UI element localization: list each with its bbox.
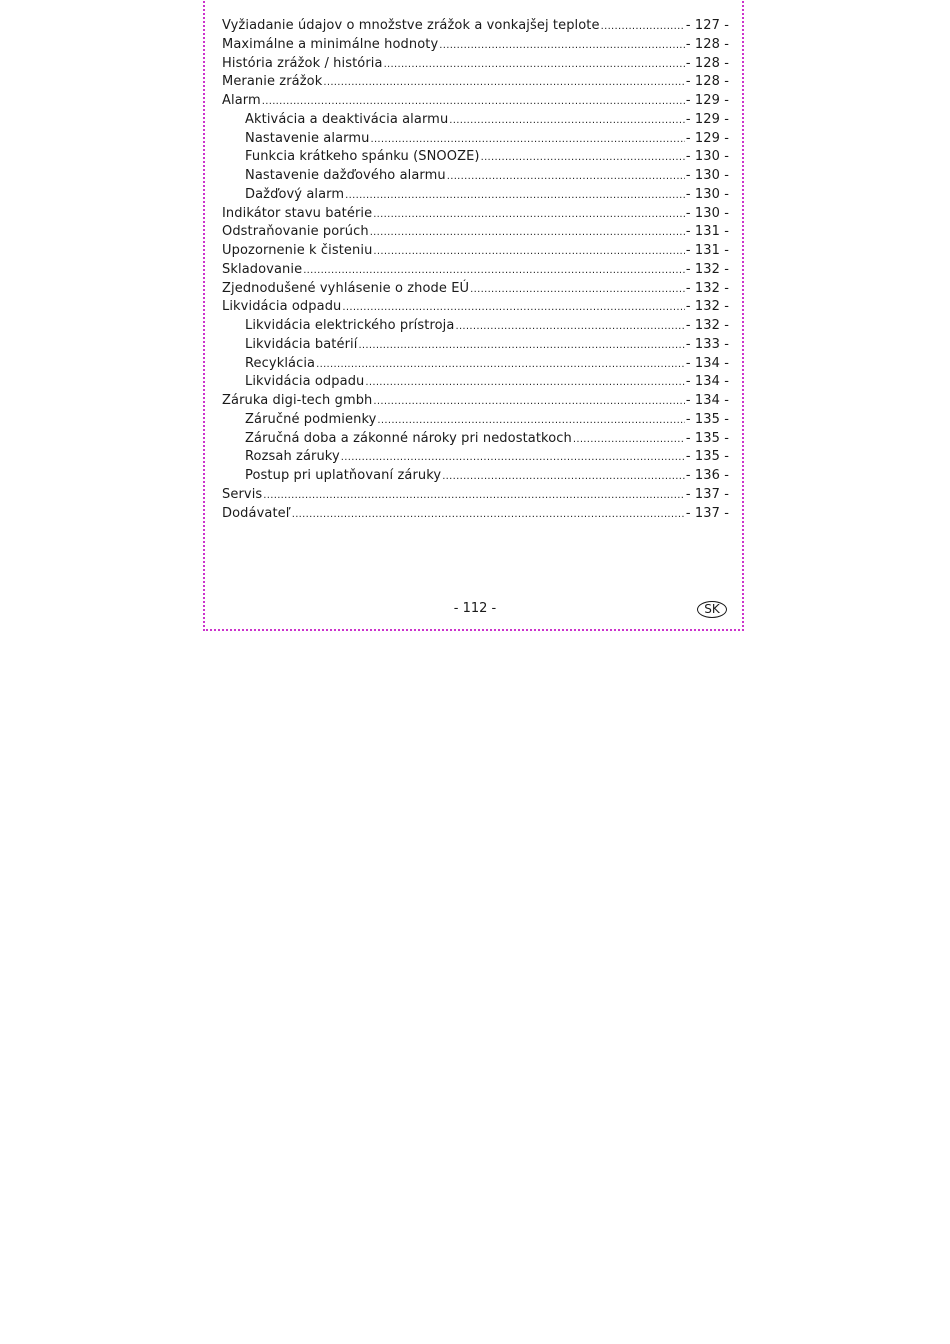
toc-leader-dots — [262, 96, 685, 107]
toc-entry[interactable] — [222, 337, 729, 356]
toc-entry-title: Odstraňovanie porúch — [222, 224, 369, 240]
toc-leader-dots — [323, 77, 684, 88]
toc-entry-title: Likvidácia batérií — [245, 336, 358, 352]
toc-entry-title: Meranie zrážok — [222, 74, 323, 90]
toc-entry[interactable] — [222, 74, 729, 93]
toc-entry-page: - 129 - — [685, 93, 729, 108]
toc-entry[interactable] — [222, 449, 729, 468]
toc-entry[interactable] — [222, 37, 729, 56]
toc-leader-dots — [358, 340, 684, 351]
toc-entry-title: Záručné podmienky — [245, 411, 377, 427]
toc-entry[interactable] — [222, 262, 729, 281]
toc-entry-page: - 127 - — [685, 18, 729, 33]
toc-leader-dots — [449, 115, 685, 126]
toc-entry[interactable] — [222, 412, 729, 431]
toc-leader-dots — [439, 40, 685, 51]
toc-entry-page: - 130 - — [685, 186, 729, 202]
toc-entry[interactable] — [222, 468, 729, 487]
page-number: - 112 - — [453, 601, 497, 616]
toc-entry[interactable] — [222, 393, 729, 412]
toc-entry-page: - 130 - — [685, 168, 729, 183]
toc-leader-dots — [370, 227, 685, 238]
toc-entry-page: - 130 - — [685, 205, 729, 221]
toc-entry[interactable] — [222, 18, 729, 37]
toc-entry-page: - 132 - — [685, 299, 729, 315]
toc-entry-title: Maximálne a minimálne hodnoty — [222, 36, 439, 52]
toc-entry[interactable] — [222, 299, 729, 318]
toc-entry-page: - 134 - — [685, 374, 729, 390]
toc-entry-title: Postup pri uplatňovaní záruky — [245, 468, 442, 483]
toc-entry-title: Likvidácia elektrického prístroja — [245, 318, 455, 333]
toc-leader-dots — [481, 152, 685, 163]
toc-entry-page: - 128 - — [685, 55, 729, 71]
toc-leader-dots — [470, 284, 685, 295]
toc-entry[interactable] — [222, 374, 729, 393]
toc-entry-page: - 130 - — [685, 149, 729, 165]
toc-leader-dots — [341, 452, 685, 463]
toc-entry-page: - 133 - — [685, 336, 729, 352]
toc-entry[interactable] — [222, 224, 729, 243]
toc-entry-title: Likvidácia odpadu — [222, 299, 342, 315]
toc-entry[interactable] — [222, 112, 729, 131]
toc-entry-title: Funkcia krátkeho spánku (SNOOZE) — [245, 149, 480, 165]
toc-entry-page: - 134 - — [685, 393, 729, 408]
toc-entry[interactable] — [222, 93, 729, 112]
toc-entry-title: Dodávateľ — [222, 505, 291, 521]
toc-entry-title: Recyklácia — [245, 355, 316, 371]
toc-entry-page: - 137 - — [685, 486, 729, 502]
toc-leader-dots — [442, 471, 685, 482]
toc-leader-dots — [370, 134, 684, 145]
toc-entry[interactable] — [222, 356, 729, 375]
toc-leader-dots — [601, 21, 685, 32]
toc-leader-dots — [292, 509, 685, 520]
toc-entry-page: - 132 - — [685, 261, 729, 277]
toc-entry-title: Záruka digi-tech gmbh — [222, 393, 373, 408]
toc-entry-title: Alarm — [222, 93, 261, 108]
toc-entry-title: Servis — [222, 486, 263, 502]
toc-leader-dots — [263, 490, 685, 501]
toc-entry[interactable] — [222, 56, 729, 75]
toc-entry[interactable] — [222, 506, 729, 525]
toc-entry[interactable] — [222, 149, 729, 168]
toc-entry-page: - 131 - — [685, 243, 729, 258]
toc-entry-title: História zrážok / história — [222, 55, 383, 71]
toc-entry-title: Vyžiadanie údajov o množstve zrážok a vonkajšej teplote — [222, 18, 600, 33]
toc-entry-title: Nastavenie alarmu — [245, 130, 370, 146]
toc-entry-page: - 135 - — [685, 430, 729, 446]
toc-entry-page: - 129 - — [685, 130, 729, 146]
toc-entry-page: - 135 - — [685, 411, 729, 427]
toc-leader-dots — [373, 209, 685, 220]
toc-entry-page: - 129 - — [685, 111, 729, 127]
toc-entry-page: - 132 - — [685, 318, 729, 333]
toc-leader-dots — [377, 415, 684, 426]
toc-leader-dots — [573, 434, 685, 445]
toc-entry-title: Nastavenie dažďového alarmu — [245, 168, 446, 183]
toc-entry[interactable] — [222, 243, 729, 262]
toc-entry-page: - 131 - — [685, 224, 729, 240]
toc-leader-dots — [373, 246, 684, 257]
toc-entry-page: - 128 - — [685, 36, 729, 52]
toc-entry-title: Skladovanie — [222, 261, 303, 277]
toc-leader-dots — [316, 359, 685, 370]
toc-leader-dots — [447, 171, 685, 182]
toc-entry[interactable] — [222, 206, 729, 225]
toc-leader-dots — [384, 59, 685, 70]
toc-entry-page: - 137 - — [685, 505, 729, 521]
toc-leader-dots — [365, 377, 684, 388]
toc-entry-page: - 132 - — [685, 280, 729, 296]
toc-entry-page: - 135 - — [685, 449, 729, 465]
toc-entry[interactable] — [222, 168, 729, 187]
toc-entry-page: - 134 - — [685, 355, 729, 371]
toc-entry-title: Likvidácia odpadu — [245, 374, 365, 390]
toc-entry-title: Zjednodušené vyhlásenie o zhode EÚ — [222, 280, 470, 296]
toc-entry[interactable] — [222, 318, 729, 337]
toc-entry-page: - 128 - — [685, 74, 729, 90]
toc-entry-title: Záručná doba a zákonné nároky pri nedostatkoch — [245, 430, 572, 446]
language-badge: SK — [697, 601, 727, 618]
toc-entry[interactable] — [222, 487, 729, 506]
toc-entry-title: Dažďový alarm — [245, 186, 345, 202]
toc-entry[interactable] — [222, 131, 729, 150]
toc-entry[interactable] — [222, 281, 729, 300]
toc-entry-title: Aktivácia a deaktivácia alarmu — [245, 111, 449, 127]
toc-entry-page: - 136 - — [685, 468, 729, 483]
toc-leader-dots — [373, 396, 684, 407]
table-of-contents — [222, 18, 729, 524]
toc-leader-dots — [455, 321, 684, 332]
toc-entry-title: Rozsah záruky — [245, 449, 340, 465]
toc-entry[interactable] — [222, 431, 729, 450]
toc-leader-dots — [303, 265, 685, 276]
toc-leader-dots — [342, 302, 684, 313]
toc-entry-title: Upozornenie k čisteniu — [222, 243, 373, 258]
toc-entry-title: Indikátor stavu batérie — [222, 205, 373, 221]
toc-leader-dots — [345, 190, 685, 201]
toc-entry[interactable] — [222, 187, 729, 206]
